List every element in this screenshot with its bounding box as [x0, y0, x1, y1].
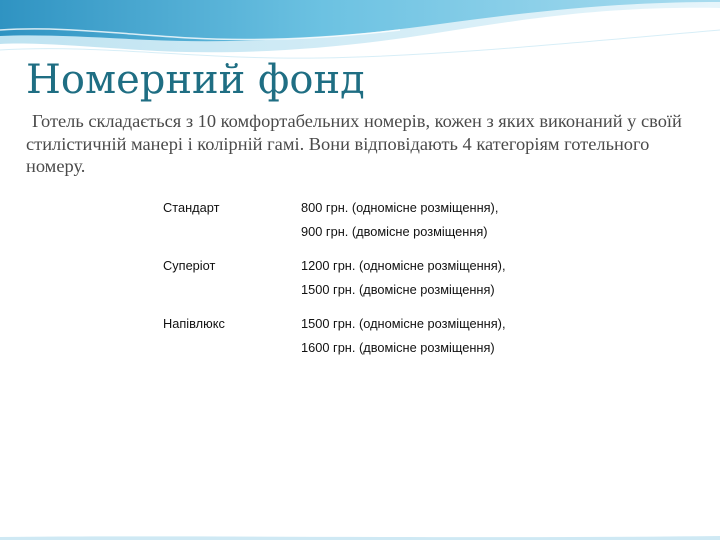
price-double: 900 грн. (двомісне розміщення): [301, 224, 488, 239]
footer-wave-decoration: [0, 534, 720, 540]
price-single: 1200 грн. (одномісне розміщення),: [301, 258, 506, 273]
price-double: 1600 грн. (двомісне розміщення): [301, 340, 495, 355]
category-label: Напівлюкс: [163, 316, 225, 331]
category-label: Супеpiот: [163, 258, 216, 273]
slide-title: Номерний фонд: [26, 57, 365, 103]
price-double: 1500 грн. (двомісне розміщення): [301, 282, 495, 297]
price-single: 1500 грн. (одномісне розміщення),: [301, 316, 506, 331]
price-table: [163, 196, 506, 360]
table-row: [163, 220, 506, 244]
table-row: [163, 336, 506, 360]
table-row: [163, 278, 506, 302]
table-row: [163, 312, 506, 336]
category-label: Стандарт: [163, 200, 220, 215]
table-row: [163, 196, 506, 220]
price-single: 800 грн. (одномісне розміщення),: [301, 200, 499, 215]
slide-intro-text: Готель складається з 10 комфортабельних номерів, кожен з яких виконаний у своїй стилістичній манері і колірній гамі. Вони відповідають 4 категоріям готельного номеру.: [26, 111, 682, 176]
table-row: [163, 254, 506, 278]
